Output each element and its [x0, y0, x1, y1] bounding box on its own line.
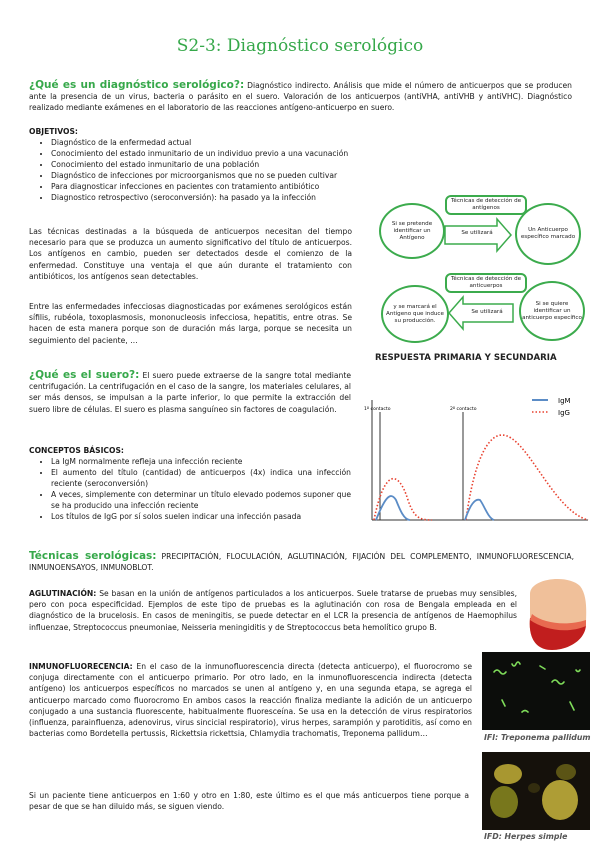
text-diagnostico: Diagnóstico indirecto. Análisis que mide el número de anticuerpos que se producen ante la presencia de un virus, bacteria o parásito en el suero. Valoración de los anticuerpos (antiVHA, antiVHB y antiVHC). Diagnóstico realizado mediante exámenes en el laboratorio de las reacciones antígeno-anticuerpo en suero.	[29, 81, 572, 113]
annotation-first-contact: 1º contacto	[364, 407, 391, 412]
igm-primary-curve	[376, 496, 410, 520]
section-inmunofluorescencia	[29, 661, 472, 739]
chart-respuesta	[362, 350, 590, 525]
text-tecnicas: PRECIPITACIÓN, FLOCULACIÓN, AGLUTINACIÓN, FIJACIÓN DEL COMPLEMENTO, INMUNOFLUORESCENCIA, INMUNOENSAYOS, INMUNOBLOT.	[29, 552, 574, 573]
section-aglutinacion	[29, 588, 517, 633]
text-suero: El suero puede extraerse de la sangre total mediante centrifugación. La centrifugación en el caso de la sangre, los materiales celulares, al ser más densos, se impulsan a la parte inferior, lo que permite la extracción del suero libre de células. El suero es plasma sanguíneo sin factores de coagulación.	[29, 371, 351, 414]
section-diagnostico	[29, 80, 572, 114]
text-se-utilizara-top: Se utilizará	[461, 230, 493, 236]
ifd-image	[482, 752, 590, 830]
list-item: • Diagnóstico de la enfermedad actual	[51, 137, 389, 148]
aglutinacion-image	[524, 574, 590, 654]
conceptos-list	[29, 456, 351, 522]
heading-tecnicas: Técnicas serológicas:	[29, 550, 157, 562]
list-item: • Para diagnosticar infecciones en pacientes con tratamiento antibiótico	[51, 181, 389, 192]
list-item: • Conocimiento del estado inmunitario de un individuo previo a una vacunación	[51, 148, 389, 159]
list-item: • La IgM normalmente refleja una infección reciente	[51, 456, 351, 467]
objetivos-list	[29, 137, 389, 203]
section-suero	[29, 370, 351, 415]
text-se-utilizara-bottom: Se utilizará	[471, 309, 503, 315]
chart-title: RESPUESTA PRIMARIA Y SECUNDARIA	[375, 353, 557, 363]
text-aglutinacion: Se basan en la unión de antígenos particulados a los anticuerpos. Suele tratarse de pruebas muy sensibles, pero con poca especificidad. Ejemplos de este tipo de pruebas es la aglutinación con rosa de Bengala empleada en el diagnóstico de la brucelosis. En casos de meningitis, se puede detectar en el LCR la presencia de antígenos de Haemophilus influenzae, Streptococcus pneumoniae, Neisseria meningiditis y de Streptococcus beta hemolítico grupo B.	[29, 589, 517, 632]
list-item: • Diagnóstico de infecciones por microorganismos que no se pueden cultivar	[51, 170, 389, 181]
legend-igm: IgM	[558, 397, 571, 405]
conceptos-label: CONCEPTOS BÁSICOS:	[29, 446, 124, 455]
diagram-tecnicas	[373, 193, 588, 343]
text-inmunofluorescencia: En el caso de la inmunofluorescencia directa (detecta anticuerpo), el fluorocromo se conjuga directamente con el anticuerpo primario. Por otro lado, en la inmunofluorescencia indirecta (detecta antígeno) los anticuerpos específicos no marcados se unen al antígeno y, en una segunda etapa, se agrega el anticuerpo marcado como fluorocromo En ambos casos la reacción finaliza mediante la adición de un anticuerpo conjugado a una sustancia fluorescente, habitualmente fluoresceína. Se usa en la detección de virus respiratorios (influenza, parainfluenza, adenovirus, virus sincicial respiratorio), virus herpes, sarampión y parotiditis, así como en bacterias como Bordetella pertussis, Rickettsia rickettsia, Chlamydia trachomatis, Treponema pallidum…	[29, 662, 472, 739]
objetivos-block	[29, 126, 389, 203]
ifi-image	[482, 652, 590, 730]
list-item: • Diagnostico retrospectivo (seroconversión): ha pasado ya la infección	[51, 192, 389, 203]
label-deteccion-antigenos: Técnicas de detección de antígenos	[445, 195, 527, 215]
list-item: • El aumento del título (cantidad) de anticuerpos (4x) indica una infección reciente (seroconversión)	[51, 467, 351, 489]
conceptos-block	[29, 445, 351, 522]
caption-ifi: IFI: Treponema pallidum	[484, 733, 591, 742]
chart-svg	[362, 350, 590, 525]
paragraph-titulos: Si un paciente tiene anticuerpos en 1:60 y otro en 1:80, este último es el que más anticuerpos tiene porque a pesar de que se han diluido más, se siguen viendo.	[29, 791, 469, 812]
heading-suero: ¿Qué es el suero?:	[29, 369, 140, 381]
node-anticuerpo-marcado: Un Anticuerpo específico marcado	[515, 203, 581, 265]
list-item: • Conocimiento del estado inmunitario de una población	[51, 159, 389, 170]
page-title: S2-3: Diagnóstico serológico	[176, 36, 424, 56]
heading-diagnostico: ¿Qué es un diagnóstico serológico?:	[29, 79, 245, 91]
node-marcar-antigeno: y se marcará el Antígeno que induce su producción.	[381, 285, 449, 343]
section-tecnicas	[29, 551, 574, 573]
label-inmunofluorescencia: INMUNOFLUORECENCIA:	[29, 662, 133, 671]
paragraph-enfermedades: Entre las enfermedades infecciosas diagnosticadas por exámenes serológicos están sífilis, rubéola, toxoplasmosis, mononucleosis infecciosa, hepatitis, entre otras. Se hacen de esta manera porque son de duración más larga, porque se necesita un seguimiento del paciente, …	[29, 302, 352, 345]
node-identificar-anticuerpo: Si se quiere identificar un anticuerpo específico	[519, 281, 585, 341]
aglutinacion-picture	[524, 574, 590, 654]
node-identificar-antigeno: Si se pretende identificar un Antígeno	[379, 203, 445, 259]
label-deteccion-anticuerpos: Técnicas de detección de anticuerpos	[445, 273, 527, 293]
ifi-picture	[482, 652, 590, 730]
paragraph-tecnicas-anticuerpos: Las técnicas destinadas a la búsqueda de anticuerpos necesitan del tiempo necesario para que se produzca un aumento significativo del título de anticuerpos. Los antígenos en cambio, pueden ser detectados desde el comienzo de la enfermedad. Constituye una ventaja el que aún durante el tratamiento con antibióticos, los antígenos sean detectables.	[29, 227, 352, 281]
legend-igg: IgG	[558, 409, 570, 417]
caption-ifd: IFD: Herpes simple	[484, 832, 568, 841]
objetivos-label: OBJETIVOS:	[29, 127, 78, 136]
ifd-picture	[482, 752, 590, 830]
label-aglutinacion: AGLUTINACIÓN:	[29, 589, 97, 598]
annotation-second-contact: 2º contacto	[450, 407, 477, 412]
list-item: • Los títulos de IgG por sí solos suelen indicar una infección pasada	[51, 511, 351, 522]
list-item: • A veces, simplemente con determinar un título elevado podemos suponer que se ha producido una infección reciente	[51, 489, 351, 511]
